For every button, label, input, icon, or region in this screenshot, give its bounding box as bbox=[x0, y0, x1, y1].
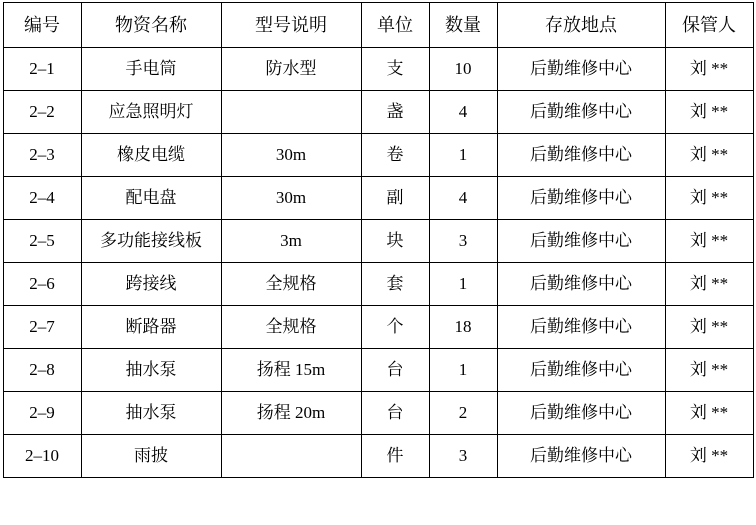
cell-name: 抽水泵 bbox=[81, 392, 221, 435]
column-header-name: 物资名称 bbox=[81, 3, 221, 48]
column-header-location: 存放地点 bbox=[497, 3, 665, 48]
cell-keeper: 刘 ** bbox=[665, 392, 753, 435]
cell-keeper: 刘 ** bbox=[665, 349, 753, 392]
table-row bbox=[3, 435, 753, 478]
column-header-quantity: 数量 bbox=[429, 3, 497, 48]
cell-name: 断路器 bbox=[81, 306, 221, 349]
cell-unit: 台 bbox=[361, 392, 429, 435]
cell-location: 后勤维修中心 bbox=[497, 220, 665, 263]
cell-model: 全规格 bbox=[221, 306, 361, 349]
cell-keeper: 刘 ** bbox=[665, 48, 753, 91]
column-header-model: 型号说明 bbox=[221, 3, 361, 48]
cell-name: 雨披 bbox=[81, 435, 221, 478]
cell-location: 后勤维修中心 bbox=[497, 91, 665, 134]
cell-unit: 副 bbox=[361, 177, 429, 220]
cell-quantity: 18 bbox=[429, 306, 497, 349]
cell-quantity: 4 bbox=[429, 91, 497, 134]
cell-model: 扬程 15m bbox=[221, 349, 361, 392]
table-row bbox=[3, 392, 753, 435]
cell-id: 2–4 bbox=[3, 177, 81, 220]
table-row bbox=[3, 349, 753, 392]
cell-location: 后勤维修中心 bbox=[497, 392, 665, 435]
cell-location: 后勤维修中心 bbox=[497, 177, 665, 220]
cell-quantity: 10 bbox=[429, 48, 497, 91]
table-header-row bbox=[3, 3, 753, 48]
cell-quantity: 2 bbox=[429, 392, 497, 435]
inventory-table bbox=[3, 2, 754, 478]
table-row bbox=[3, 48, 753, 91]
cell-keeper: 刘 ** bbox=[665, 306, 753, 349]
cell-keeper: 刘 ** bbox=[665, 435, 753, 478]
cell-id: 2–7 bbox=[3, 306, 81, 349]
cell-name: 抽水泵 bbox=[81, 349, 221, 392]
table-row bbox=[3, 91, 753, 134]
cell-id: 2–6 bbox=[3, 263, 81, 306]
cell-name: 多功能接线板 bbox=[81, 220, 221, 263]
table-row bbox=[3, 263, 753, 306]
column-header-id: 编号 bbox=[3, 3, 81, 48]
cell-name: 跨接线 bbox=[81, 263, 221, 306]
cell-unit: 支 bbox=[361, 48, 429, 91]
column-header-keeper: 保管人 bbox=[665, 3, 753, 48]
cell-quantity: 1 bbox=[429, 349, 497, 392]
cell-id: 2–2 bbox=[3, 91, 81, 134]
cell-location: 后勤维修中心 bbox=[497, 435, 665, 478]
cell-id: 2–10 bbox=[3, 435, 81, 478]
cell-location: 后勤维修中心 bbox=[497, 306, 665, 349]
cell-id: 2–3 bbox=[3, 134, 81, 177]
table-row bbox=[3, 306, 753, 349]
cell-location: 后勤维修中心 bbox=[497, 349, 665, 392]
cell-id: 2–8 bbox=[3, 349, 81, 392]
cell-unit: 盏 bbox=[361, 91, 429, 134]
cell-model: 扬程 20m bbox=[221, 392, 361, 435]
cell-model: 3m bbox=[221, 220, 361, 263]
cell-model bbox=[221, 435, 361, 478]
cell-quantity: 1 bbox=[429, 134, 497, 177]
cell-model bbox=[221, 91, 361, 134]
cell-quantity: 1 bbox=[429, 263, 497, 306]
table-header bbox=[3, 3, 753, 48]
cell-unit: 套 bbox=[361, 263, 429, 306]
table-body bbox=[3, 48, 753, 478]
cell-keeper: 刘 ** bbox=[665, 134, 753, 177]
cell-keeper: 刘 ** bbox=[665, 91, 753, 134]
table-row bbox=[3, 134, 753, 177]
cell-unit: 个 bbox=[361, 306, 429, 349]
cell-name: 应急照明灯 bbox=[81, 91, 221, 134]
cell-keeper: 刘 ** bbox=[665, 263, 753, 306]
cell-unit: 块 bbox=[361, 220, 429, 263]
cell-unit: 件 bbox=[361, 435, 429, 478]
table-row bbox=[3, 177, 753, 220]
cell-name: 橡皮电缆 bbox=[81, 134, 221, 177]
table-row bbox=[3, 220, 753, 263]
cell-model: 30m bbox=[221, 177, 361, 220]
cell-model: 全规格 bbox=[221, 263, 361, 306]
cell-location: 后勤维修中心 bbox=[497, 48, 665, 91]
cell-keeper: 刘 ** bbox=[665, 220, 753, 263]
cell-model: 30m bbox=[221, 134, 361, 177]
cell-location: 后勤维修中心 bbox=[497, 134, 665, 177]
cell-id: 2–9 bbox=[3, 392, 81, 435]
column-header-unit: 单位 bbox=[361, 3, 429, 48]
cell-model: 防水型 bbox=[221, 48, 361, 91]
cell-name: 手电筒 bbox=[81, 48, 221, 91]
cell-keeper: 刘 ** bbox=[665, 177, 753, 220]
cell-unit: 卷 bbox=[361, 134, 429, 177]
cell-location: 后勤维修中心 bbox=[497, 263, 665, 306]
cell-name: 配电盘 bbox=[81, 177, 221, 220]
cell-unit: 台 bbox=[361, 349, 429, 392]
cell-quantity: 4 bbox=[429, 177, 497, 220]
cell-id: 2–5 bbox=[3, 220, 81, 263]
cell-quantity: 3 bbox=[429, 435, 497, 478]
cell-id: 2–1 bbox=[3, 48, 81, 91]
cell-quantity: 3 bbox=[429, 220, 497, 263]
